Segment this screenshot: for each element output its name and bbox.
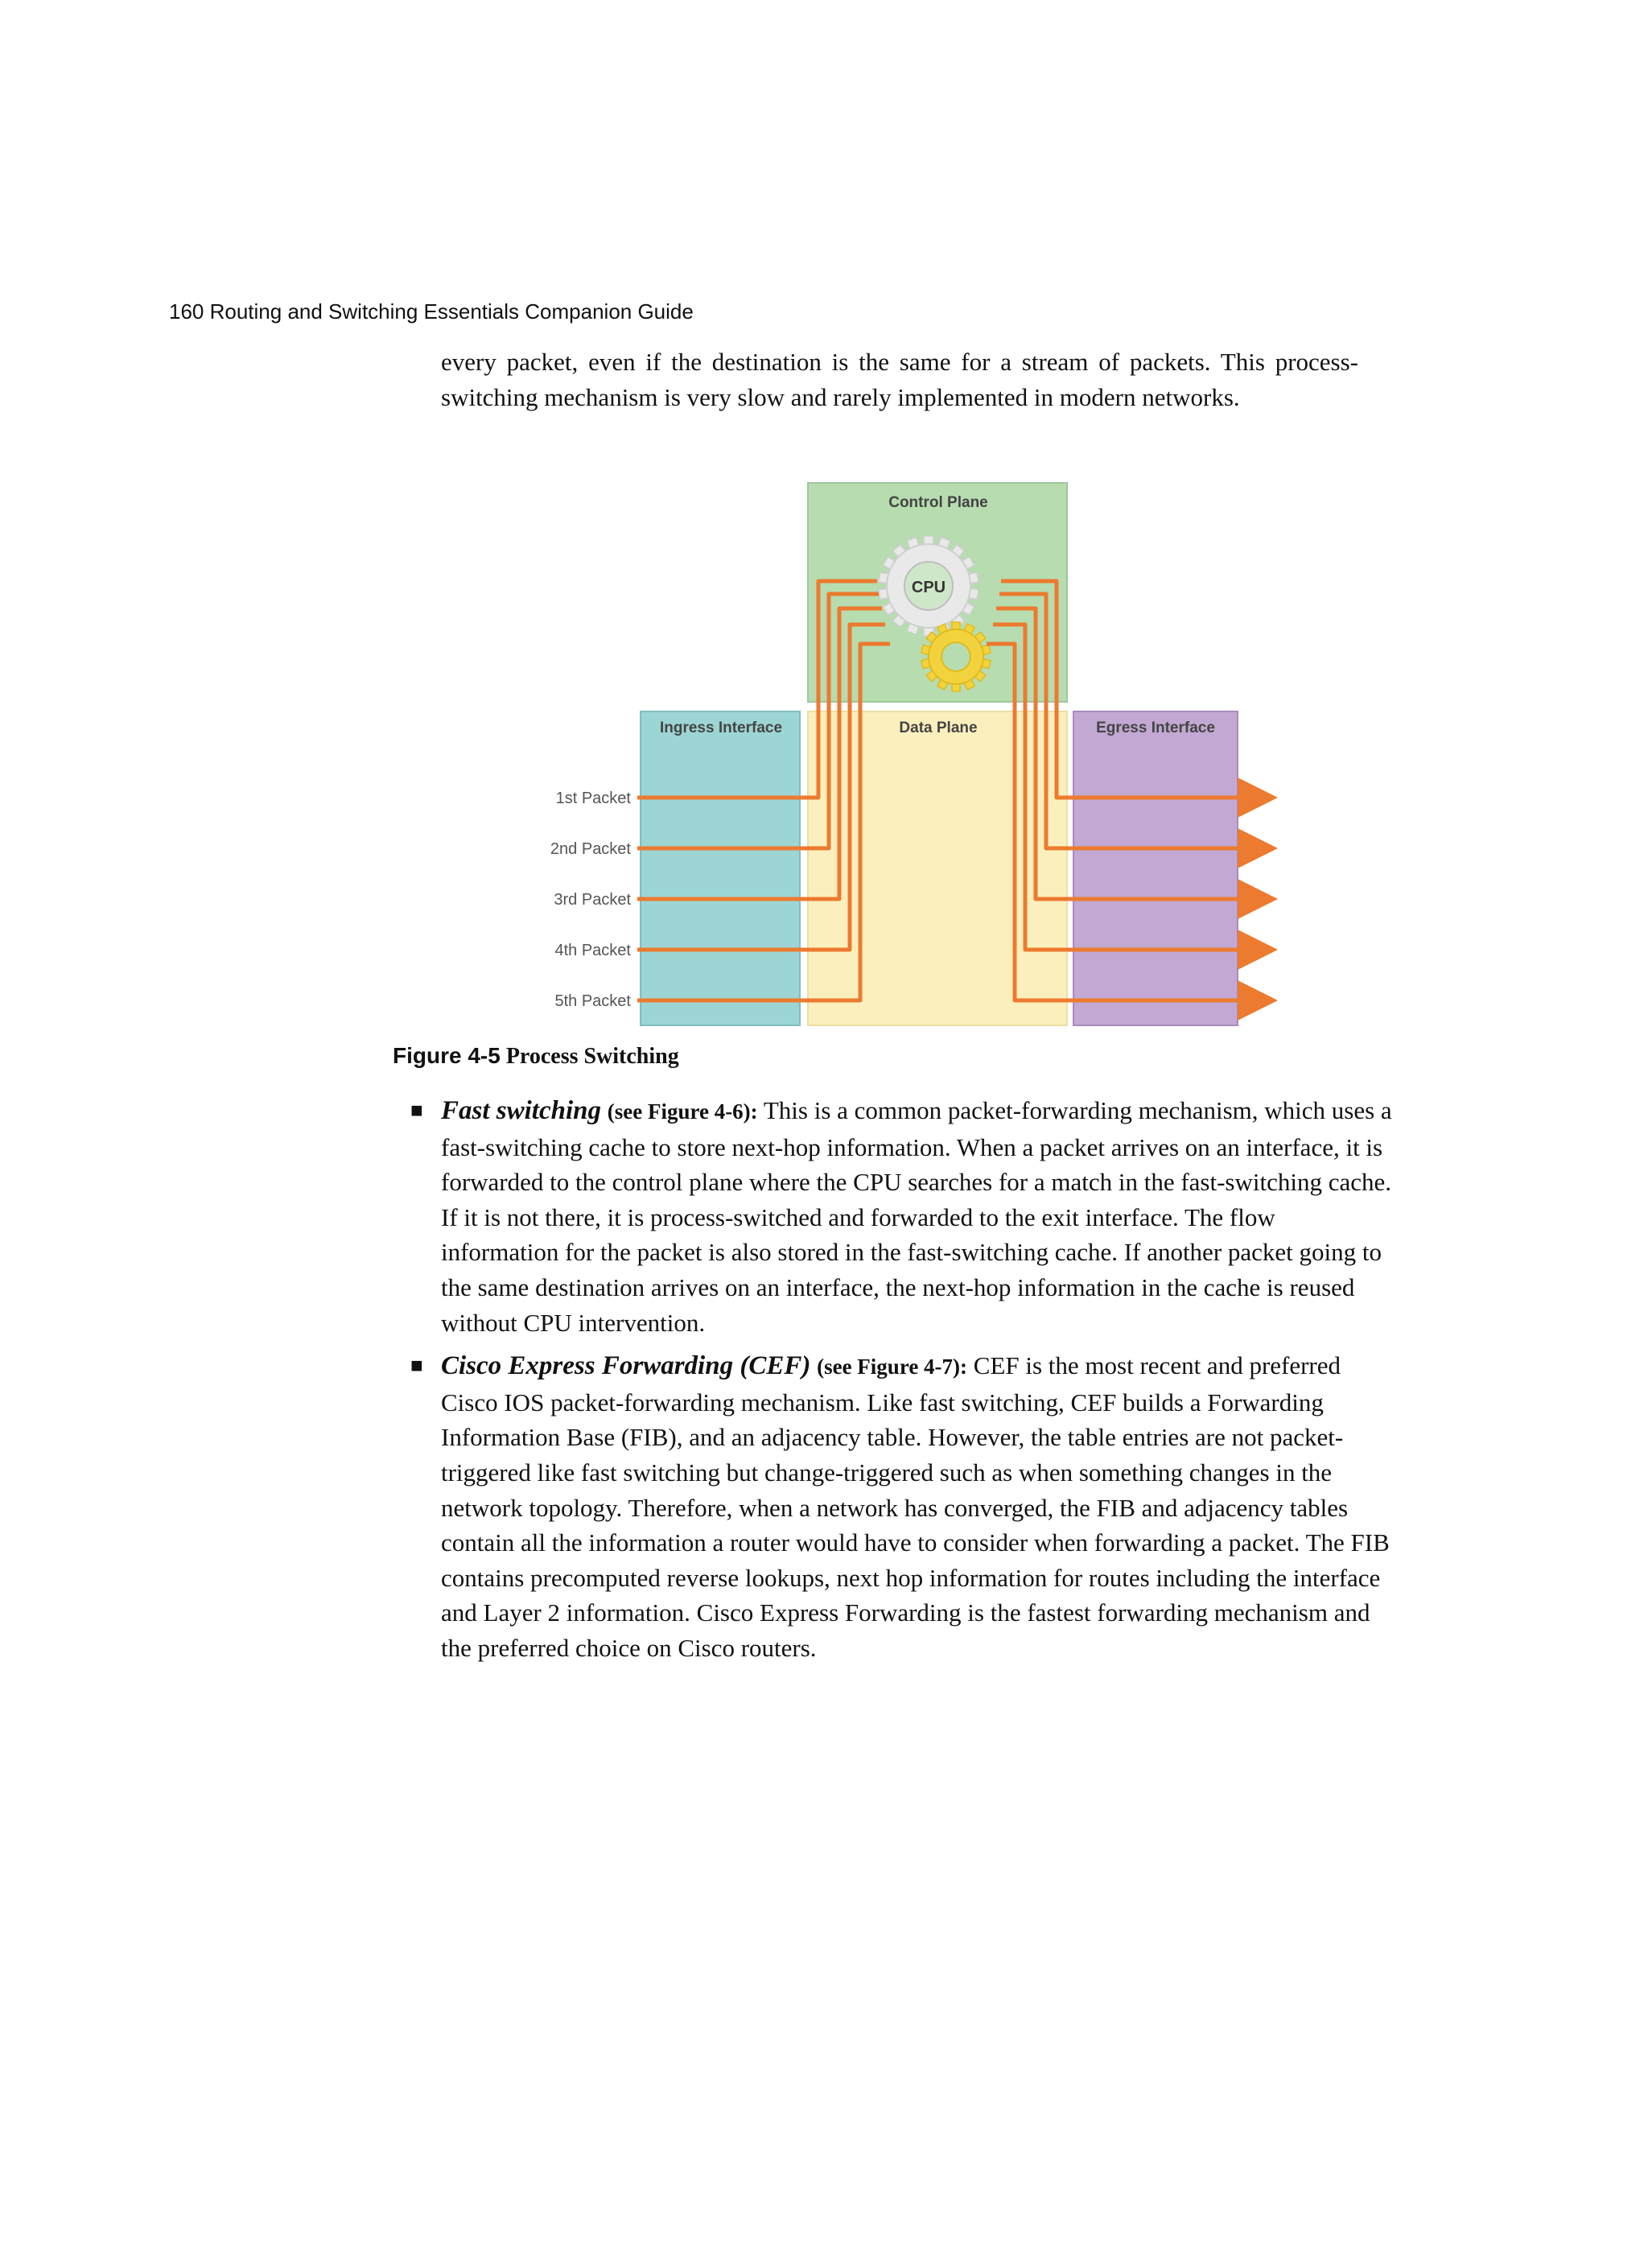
figure-title: Process Switching: [505, 1044, 679, 1069]
data-plane-panel: [808, 711, 1067, 1025]
figure-diagram: [0, 0, 1648, 1038]
bullet-ref: (see Figure 4-6):: [607, 1099, 758, 1124]
egress-interface-panel: [1073, 711, 1238, 1025]
cpu-label: CPU: [911, 579, 946, 596]
figure-process-switching: [0, 0, 1648, 1038]
yellow-gear-icon: [921, 622, 991, 691]
bullet-cef: [410, 1348, 1395, 1665]
bullet-term: Fast switching: [441, 1096, 601, 1125]
figure-number: Figure 4-5: [393, 1043, 501, 1068]
running-head: 160 Routing and Switching Essentials Companion Guide: [169, 299, 694, 324]
data-plane-label: Data Plane: [899, 720, 978, 736]
ingress-interface-panel: [641, 711, 800, 1025]
bullet-square-icon: ■: [410, 1354, 423, 1378]
bullet-list: [410, 1093, 1395, 1674]
bullet-term: Cisco Express Forwarding (CEF): [441, 1351, 811, 1381]
packet-label-2: 2nd Packet: [550, 840, 631, 858]
egress-interface-label: Egress Interface: [1096, 720, 1215, 736]
bullet-text: This is a common packet-forwarding mechanism, which uses a fast-switching cache to store next-hop information. When a packet arrives on an interface, it is forwarded to the control plane where the CPU searches for a match in the fast-switching cache. If it is not there, it is process-switched and forwarded to the exit interface. The flow information for the packet is also stored in the fast-switching cache. If another packet going to the same destination arrives on an interface, the next-hop information in the cache is reused without CPU intervention.: [441, 1096, 1392, 1337]
packet-label-5: 5th Packet: [554, 992, 631, 1010]
bullet-fast-switching: [410, 1093, 1395, 1340]
packet-label-3: 3rd Packet: [554, 891, 631, 909]
ingress-interface-label: Ingress Interface: [659, 720, 783, 736]
intro-paragraph: every packet, even if the destination is the same for a stream of packets. This process-switching mechanism is very slow and rarely implemented in modern networks.: [441, 348, 1358, 411]
bullet-text: CEF is the most recent and preferred Cisco IOS packet-forwarding mechanism. Like fast switching, CEF builds a Forwarding Information Base (FIB), and an adjacency table. However, the table entries are not packet-triggered like fast switching but change-triggered such as when something changes in the network topology. Therefore, when a network has converged, the FIB and adjacency tables contain all the information a router would have to consider when forwarding a packet. The FIB contains precomputed reverse lookups, next hop information for routes including the interface and Layer 2 information. Cisco Express Forwarding is the fastest forwarding mechanism and the preferred choice on Cisco routers.: [441, 1351, 1390, 1662]
packet-label-4: 4th Packet: [554, 942, 631, 959]
bullet-ref: (see Figure 4-7):: [817, 1355, 968, 1379]
figure-caption: [393, 1043, 679, 1070]
control-plane-label: Control Plane: [888, 494, 988, 511]
packet-label-1: 1st Packet: [555, 790, 631, 807]
bullet-square-icon: ■: [410, 1099, 423, 1122]
